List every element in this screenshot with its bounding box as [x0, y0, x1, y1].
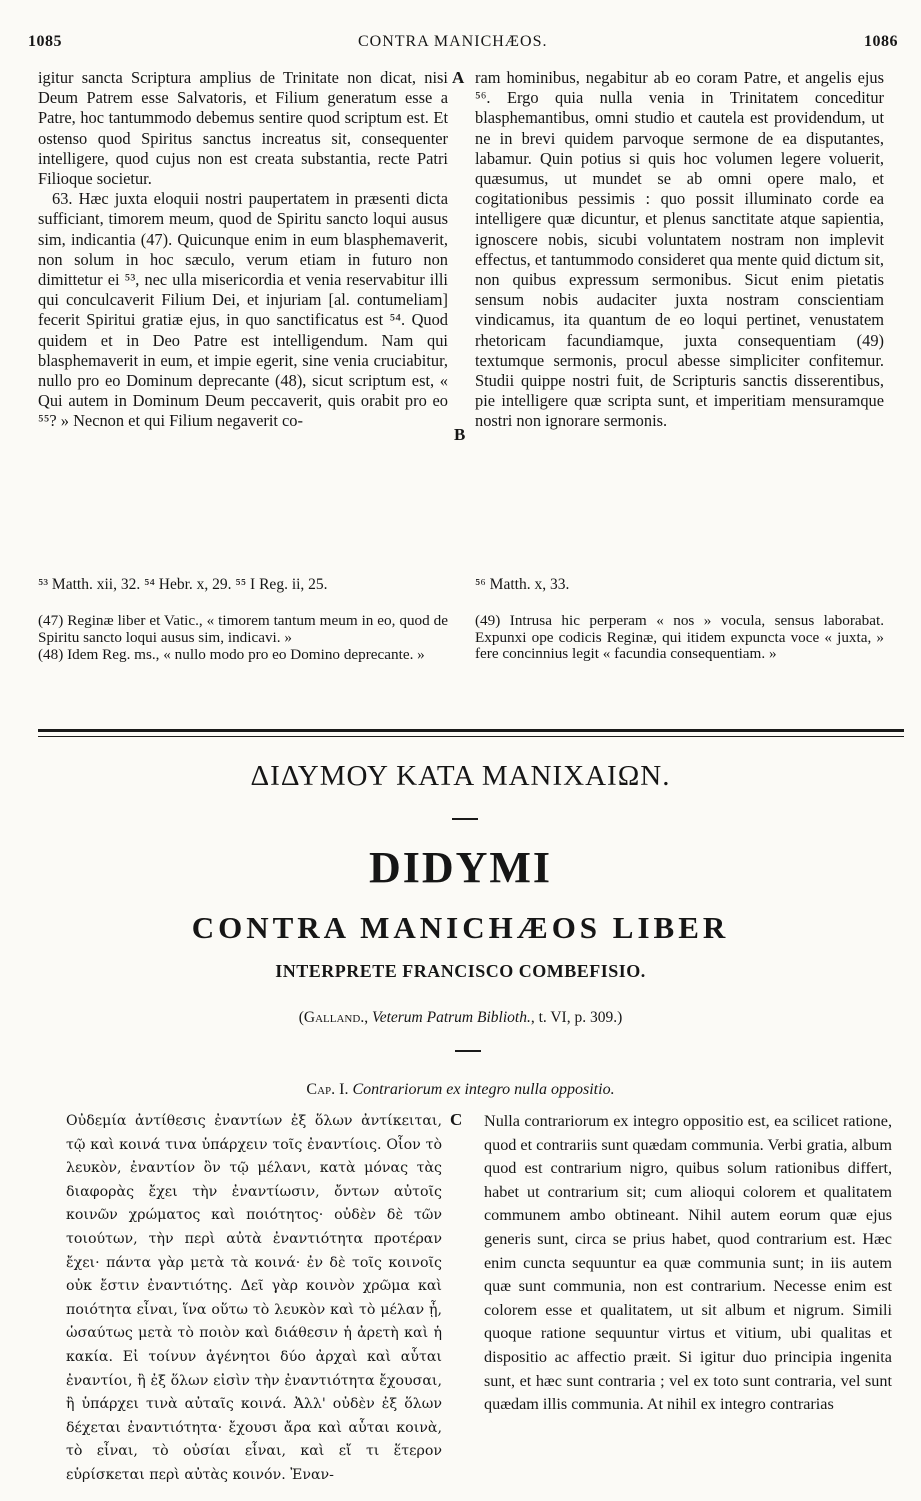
latin-text-column	[484, 1110, 892, 1417]
greek-title: ΔΙΔΥΜΟΥ ΚΑΤΑ ΜΑΝΙΧΑΙΩΝ.	[250, 760, 671, 792]
page-number-right: 1086	[864, 33, 898, 50]
footnote: (48) Idem Reg. ms., « nullo modo pro eo Domino deprecante. »	[38, 646, 425, 663]
footnote: (47) Reginæ liber et Vatic., « timorem tantum meum in eo, quod de Spiritu sancto loqui ausus sim, indicavi. »	[38, 612, 448, 646]
running-head	[28, 33, 898, 55]
section-rule-thin	[38, 736, 904, 737]
chapter-heading	[0, 1081, 921, 1099]
margin-letter-a: A	[452, 68, 465, 87]
paragraph: 63. Hæc juxta eloquii nostri paupertatem in præsenti dicta sufficiant, timorem meum, quod de Spiritu sancto loqui ausus sim, indicantia (47). Quicunque enim in eum blasphemaverit, non solum in hoc sæculo, verum etiam in futuro non dimittetur ei ⁵³, nec ulla misericordia et venia reservabitur illi qui conculcaverit Filium Dei, et injuriam [al. contumeliam] fecerit Spiritui gratiæ ejus, in quo sanctificatus est ⁵⁴. Quod quidem et in Deo Patre est intelligendum. Nam qui blasphemaverit in eum, et impie egerit, sine venia cruciabitur, nullo pro eo Dominum deprecante (48), sicut scriptum est, « Qui autem in Dominum Deum peccaverit, quis orabit pro eo ⁵⁵? » Necnon et qui Filium negaverit co-	[38, 189, 448, 431]
margin-letter-c: C	[450, 1110, 463, 1129]
chapter-label: Cap. I.	[306, 1081, 349, 1098]
running-title: CONTRA MANICHÆOS.	[358, 33, 548, 50]
footnotes-left	[38, 613, 448, 665]
greek-text-column	[66, 1110, 442, 1488]
main-title: DIDYMI	[368, 843, 553, 892]
page-number-left: 1085	[28, 33, 62, 50]
latin-paragraph: Nulla contrariorum ex integro oppositio est, ea scilicet ratione, quod et contrariis sunt quædam communia. Verbi gratia, album quod est contrarium nigro, quibus solum rationibus differt, habet ut contrarium sit; cum alioqui colorem et qualitatem communem ambo obtineant. Nihil autem eorum quæ ejus generis sunt, circa se prius habet, quod contrarium est. Hæc enim cuncta sequuntur ea quæ communia sunt; in iis autem quæ sunt communia, non est contrarium. Necesse enim est colorem esse et qualitatem, ut sit album et nigrum. Simili quoque ratione sequuntur virtus et vitium, ubi qualitas et dispositio ac affectio præit. Si igitur duo principia ingenita sunt, et hæc sunt contraria ; vel ex toto sunt contraria, vel sunt quædam illis communia. At nihil ex integro contrarias	[484, 1112, 892, 1414]
scripture-references-right: ⁵⁶ Matth. x, 33.	[475, 576, 570, 593]
margin-letter-b: B	[454, 425, 466, 444]
subtitle: CONTRA MANICHÆOS LIBER	[191, 910, 730, 945]
paragraph: ram hominibus, negabitur ab eo coram Patre, et angelis ejus ⁵⁶. Ergo quia nulla venia in Trinitatem conceditur blasphemantibus, omni studio et cautela est providendum, ut ne in brevi quidem parvoque sermone de ea disputantes, labamur. Quin potius si quis hoc volumen legere voluerit, quæsumus, ut mundet se ab omni opere malo, et cogitationibus pessimis : quo possit illuminato corde ea intelligere quæ dicuntur, et plenus sanctitate atque sapientia, ignoscere nobis, sicubi voluntatem nostram non implevit effectus, et tantummodo consideret qua mente quid dictum sit, non quibus expressum sermonibus. Sicut enim pietatis sensum nobis audaciter juxta nostram conscientiam vindicamus, ita quantum de eo loqui pertinet, venustatem rhetoricam facundiamque, juxta consequentiam (49) textumque sermonis, procul abesse simpliciter confitemur. Studii quippe nostri fuit, de Scripturis sanctis disserentibus, pie intelligere quæ scripta sunt, et imperitiam mensuramque nostri non ignorare sermonis.	[475, 68, 884, 431]
paragraph: igitur sancta Scriptura amplius de Trinitate non dicat, nisi Deum Patrem esse Salvatoris, et Filium generatum esse a Patre, hoc tantummodo debemus sentire quod scriptum est. Et ostenso quod Spiritus sanctus increatus sit, consequenter intelligere, quod cujus non est creata substantia, recte Patri Filioque societur.	[38, 68, 448, 189]
source-citation: (Galland., Veterum Patrum Biblioth., t. VI, p. 309.)	[298, 1009, 623, 1026]
source-ref: , t. VI, p. 309.)	[530, 1009, 623, 1026]
interpreter-line: INTERPRETE FRANCISCO COMBEFISIO.	[275, 961, 646, 981]
greek-paragraph: Οὐδεμία ἀντίθεσις ἐναντίων ἐξ ὅλων ἀντίκειται, τῷ καὶ κοινά τινα ὑπάρχειν τοῖς ἐναντίοις. Οἷον τὸ λευκὸν, ἐναντίον ὂν τῷ μέλανι, κατὰ μόνας τὰς διαφορὰς ἔχει τὴν ἐναντίωσιν, ὄντων αὐτοῖς κοινῶν χρώματος καὶ ποιότητος· οὐδὲν δὲ τῶν τοιούτων, τὴν περὶ αὐτὰ ἐναντιότητα προτέραν ἔχει· πάντα γὰρ μετὰ τὰ κοινά· ἐν δὲ τοῖς κοινοῖς οὐκ ἔστιν ἐναντιότης. Δεῖ γὰρ κοινὸν χρῶμα καὶ ποιότητα εἶναι, ἵνα οὕτω τὸ λευκὸν καὶ τὸ μέλαν ᾖ, ὡσαύτως μετὰ τὸ ποιὸν καὶ διάθεσιν ἡ ἀρετὴ καὶ ἡ κακία. Εἰ τοίνυν ἀγένητοι δύο ἀρχαὶ καὶ αὗται ἐναντίοι, ἢ ἐξ ὅλων εἰσὶν τὴν ἐναντιότητα ἔχουσαι, ἢ ὑπάρχει τινὰ αὐταῖς κοινά. Ἀλλ' οὐδὲν ἐξ ὅλων δέχεται ἐναντιότητα· ἔχουσι ἄρα καὶ αὗται κοινὰ, τὸ εἶναι, τὸ οὐσίαι εἶναι, καὶ εἴ τι ἕτερον εὑρίσκεται περὶ αὐτὰς κοινόν. Ἐναν-	[66, 1113, 442, 1483]
section-rule-thick	[38, 729, 904, 732]
chapter-title: Contrariorum ex integro nulla oppositio.	[352, 1081, 615, 1098]
body-left-column	[38, 68, 448, 432]
body-right-column	[475, 68, 884, 432]
scripture-references-left: ⁵³ Matth. xii, 32. ⁵⁴ Hebr. x, 29. ⁵⁵ I Reg. ii, 25.	[38, 576, 328, 593]
footnotes-right	[475, 613, 884, 664]
source-author: Galland.	[303, 1009, 365, 1026]
footnote: (49) Intrusa hic perperam « nos » vocula, sensus laborabat. Expunxi ope codicis Reginæ, qui itidem expuncta voce « juxta, » fere concinnius legit « facundia consequentiam. »	[475, 612, 884, 662]
title-divider	[452, 818, 478, 820]
title-divider	[455, 1050, 481, 1052]
source-work: Veterum Patrum Biblioth.	[371, 1009, 531, 1026]
